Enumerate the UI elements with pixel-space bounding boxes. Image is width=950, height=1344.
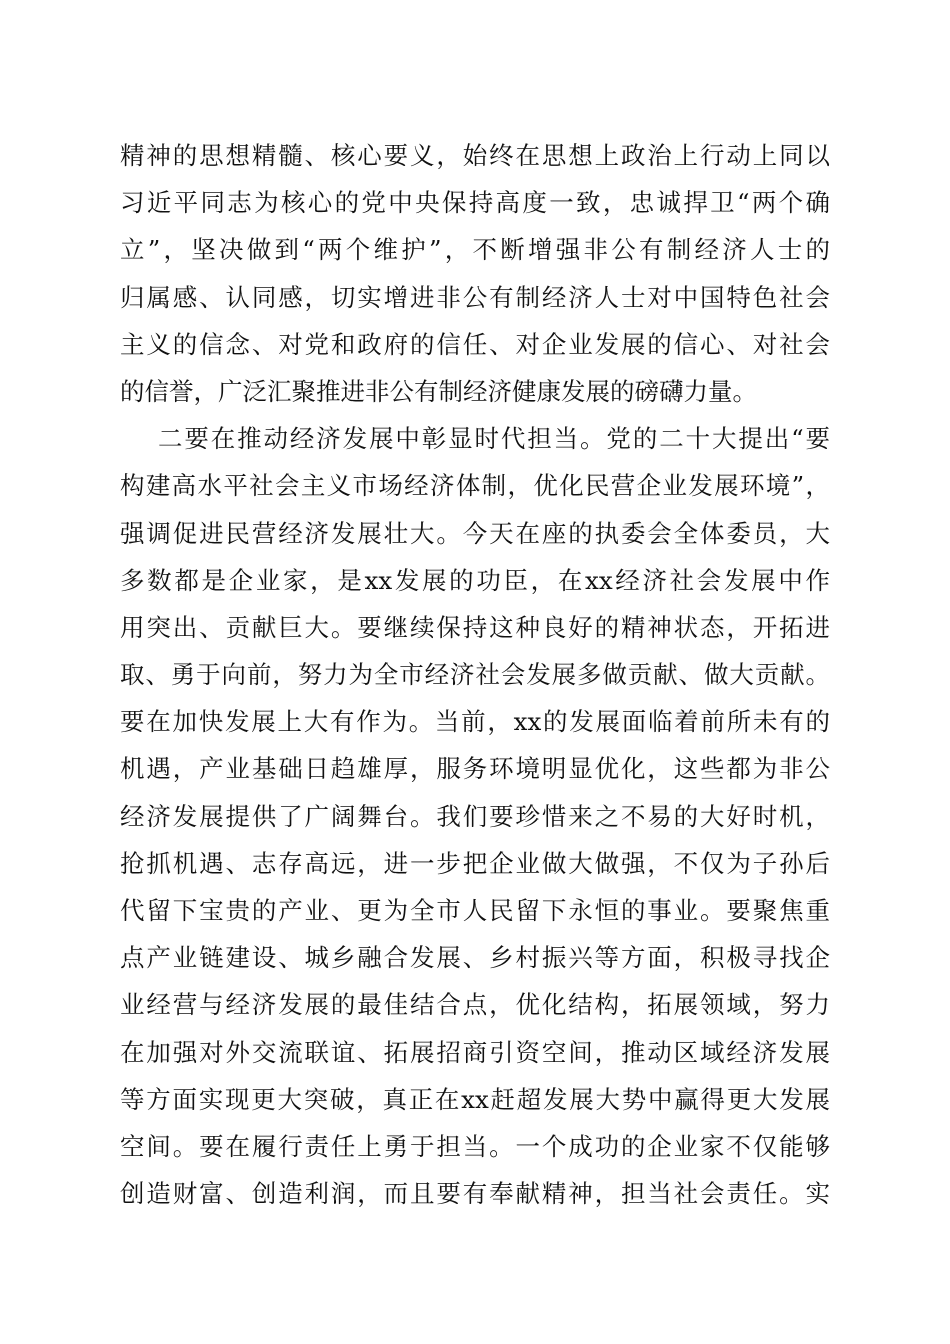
text-line: 多数都是企业家，是xx发展的功臣，在xx经济社会发展中作 <box>120 565 830 595</box>
text-line: 习近平同志为核心的党中央保持高度一致，忠诚捍卫“两个确 <box>120 188 830 218</box>
text-line: 机遇，产业基础日趋雄厚，服务环境明显优化，这些都为非公 <box>120 754 830 784</box>
text-line: 强调促进民营经济发展壮大。今天在座的执委会全体委员，大 <box>120 518 830 548</box>
text-line: 空间。要在履行责任上勇于担当。一个成功的企业家不仅能够 <box>120 1131 830 1161</box>
text-line: 精神的思想精髓、核心要义，始终在思想上政治上行动上同以 <box>120 141 830 170</box>
text-line: 等方面实现更大突破，真正在xx赶超发展大势中赢得更大发展 <box>120 1084 830 1114</box>
text-line: 在加强对外交流联谊、拓展招商引资空间，推动区域经济发展 <box>120 1037 830 1067</box>
text-line: 归属感、认同感，切实增进非公有制经济人士对中国特色社会 <box>120 282 830 312</box>
paragraph-end-line: 的信誉，广泛汇聚推进非公有制经济健康发展的磅礴力量。 <box>120 376 757 406</box>
text-line: 要在加快发展上大有作为。当前，xx的发展面临着前所未有的 <box>120 707 830 737</box>
text-line: 点产业链建设、城乡融合发展、乡村振兴等方面，积极寻找企 <box>120 943 830 973</box>
text-line: 构建高水平社会主义市场经济体制，优化民营企业发展环境”， <box>120 471 830 501</box>
text-line: 抢抓机遇、志存高远，进一步把企业做大做强，不仅为子孙后 <box>120 848 830 878</box>
text-line: 立”，坚决做到“两个维护”，不断增强非公有制经济人士的 <box>120 235 830 265</box>
text-line: 主义的信念、对党和政府的信任、对企业发展的信心、对社会 <box>120 329 830 359</box>
paragraph-start-line: 二要在推动经济发展中彰显时代担当。党的二十大提出“要 <box>158 424 830 454</box>
text-line: 取、勇于向前，努力为全市经济社会发展多做贡献、做大贡献。 <box>120 660 830 690</box>
text-line: 用突出、贡献巨大。要继续保持这种良好的精神状态，开拓进 <box>120 612 830 642</box>
text-line: 创造财富、创造利润，而且要有奉献精神，担当社会责任。实 <box>120 1179 830 1209</box>
text-line: 业经营与经济发展的最佳结合点，优化结构，拓展领域，努力 <box>120 990 830 1020</box>
text-line: 代留下宝贵的产业、更为全市人民留下永恒的事业。要聚焦重 <box>120 896 830 925</box>
document-body <box>120 132 830 1217</box>
text-line: 经济发展提供了广阔舞台。我们要珍惜来之不易的大好时机， <box>120 801 830 831</box>
